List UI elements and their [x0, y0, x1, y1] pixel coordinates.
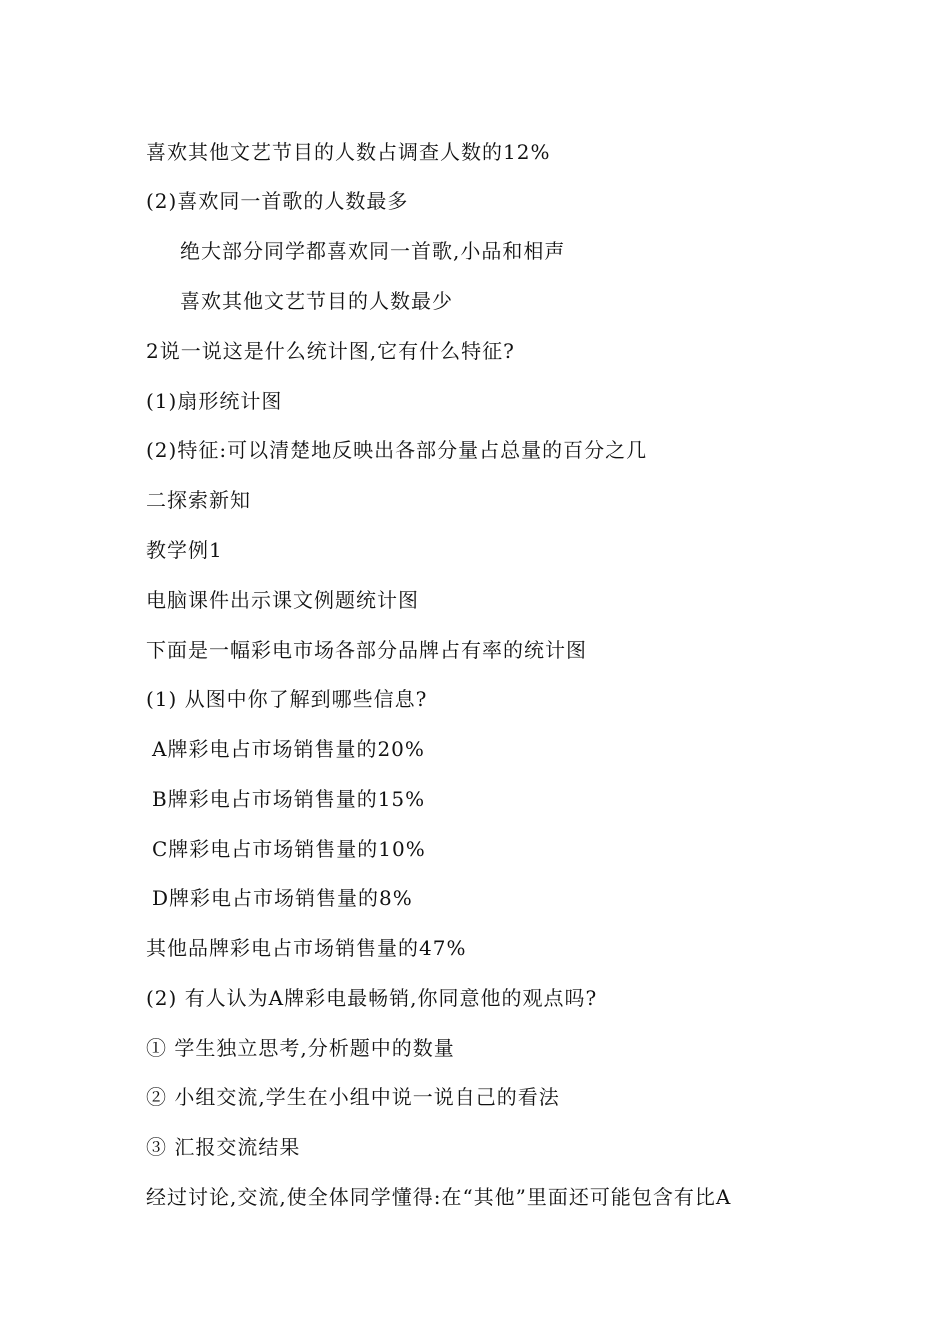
text-line: ① 学生独立思考,分析题中的数量	[146, 1036, 455, 1060]
text-line: 喜欢其他文艺节目的人数最少	[180, 289, 453, 313]
text-line: B牌彩电占市场销售量的15%	[152, 787, 426, 811]
text-line: D牌彩电占市场销售量的8%	[152, 886, 413, 910]
text-line: (2)喜欢同一首歌的人数最多	[146, 189, 409, 213]
text-line: (1) 从图中你了解到哪些信息?	[146, 687, 428, 711]
text-line: (2)特征:可以清楚地反映出各部分量占总量的百分之几	[146, 438, 648, 462]
text-line: 其他品牌彩电占市场销售量的47%	[146, 936, 467, 960]
text-line: C牌彩电占市场销售量的10%	[152, 837, 426, 861]
text-line: 下面是一幅彩电市场各部分品牌占有率的统计图	[146, 638, 587, 662]
text-line: A牌彩电占市场销售量的20%	[152, 737, 425, 761]
text-line: ② 小组交流,学生在小组中说一说自己的看法	[146, 1085, 560, 1109]
section-heading: 二探索新知	[146, 488, 251, 512]
text-line: 喜欢其他文艺节目的人数占调查人数的12%	[146, 140, 551, 164]
text-line: (1)扇形统计图	[146, 389, 283, 413]
text-line: ③ 汇报交流结果	[146, 1135, 301, 1159]
text-line: 教学例1	[146, 538, 223, 562]
text-line: 经过讨论,交流,使全体同学懂得:在“其他”里面还可能包含有比A	[146, 1185, 732, 1209]
text-line: 绝大部分同学都喜欢同一首歌,小品和相声	[180, 239, 566, 263]
text-line: 2说一说这是什么统计图,它有什么特征?	[146, 339, 515, 363]
text-line: (2) 有人认为A牌彩电最畅销,你同意他的观点吗?	[146, 986, 598, 1010]
text-line: 电脑课件出示课文例题统计图	[146, 588, 419, 612]
